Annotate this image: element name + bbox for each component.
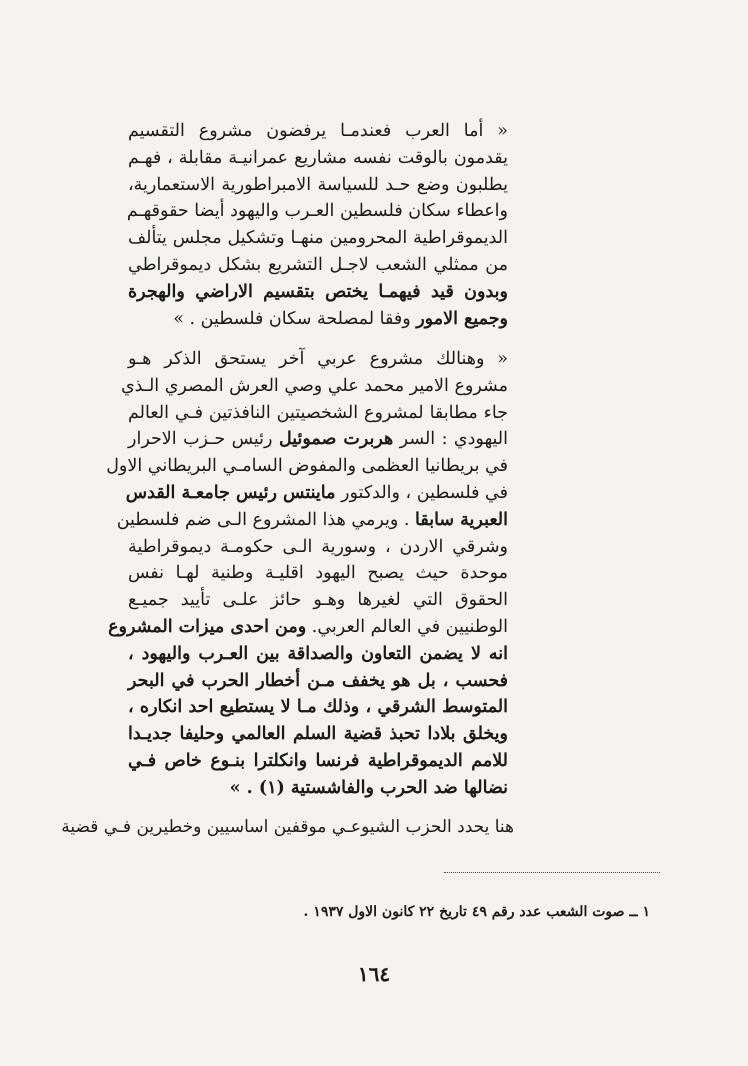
text-line: من ممثلي الشعب لاجـل التشريع بشكل ديموقراطي: [128, 254, 508, 275]
text-line-mixed: [108, 614, 508, 641]
closing-line: هنا يحدد الحزب الشيوعـي موقفين اساسيين وخطيرين فـي قضية: [61, 817, 514, 837]
paragraph-second-proposal: [106, 346, 508, 802]
text-line-bold: وبدون قيد فيهمـا يختص بتقسيم الاراضي والهجرة: [128, 281, 508, 302]
paragraph-arab-proposal: [128, 118, 508, 332]
text-line: جاء مطابقا لمشروع الشخصيتين النافذتين فـي العالم: [128, 402, 508, 423]
bold-name-samuel: هربرت صموئيل: [278, 429, 394, 450]
text-line: واعطاء سكان فلسطين العـرب واليهود أيضا حقوقهـم: [126, 201, 508, 222]
text-line-bold: نضالها ضد الحرب والفاشستية (١) . »: [229, 777, 508, 798]
text-line-bold: ويخلق بلادا تحبذ قضية السلم العالمي وحليفا جديـدا: [128, 724, 508, 745]
text-line: موحدة حيث يصبح اليهود اقليـة وطنية لهـا نفس: [128, 563, 508, 584]
bold-phrase: وجميع الامور: [416, 308, 508, 329]
footnote: ١ ــ صوت الشعب عدد رقم ٤٩ تاريخ ٢٢ كانون الاول ١٩٣٧ .: [303, 904, 650, 920]
text-line-bold: للامم الديموقراطية فرنسا وانكلترا بنـوع خاص فـي: [128, 750, 508, 771]
regular-phrase: وفقا لمصلحة سكان فلسطين . »: [173, 308, 417, 329]
page-number: ١٦٤: [357, 962, 391, 986]
text-line: وشرقي الاردن ، وسورية الـى حكومـة ديموقراطية: [128, 536, 508, 557]
regular-phrase: الوطنيين في العالم العربي.: [306, 616, 508, 637]
text-line-bold: فحسب ، بل هو يخفف مـن أخطار الحرب في البحر: [128, 670, 508, 691]
regular-phrase: في فلسطين ، والدكتور: [335, 482, 508, 503]
regular-phrase: رئيس حـزب الاحرار: [128, 429, 279, 450]
regular-phrase: اليهودي : السر: [393, 429, 508, 450]
text-line: الحقوق التي لغيرها وهـو حائز علـى تأييد جميـع: [128, 590, 508, 611]
text-line-bold: المتوسط الشرقي ، وذلك مـا لا يستطيع احد انكاره ،: [128, 697, 508, 718]
regular-phrase: . ويرمي هذا المشروع الـى ضم فلسطين: [116, 509, 416, 530]
text-line-mixed: [125, 480, 508, 507]
text-line: مشروع الامير محمد علي وصي العرش المصري الـذي: [120, 375, 508, 396]
text-line-bold: انه لا يضمن التعاون والصداقة بين العـرب واليهود ،: [128, 643, 508, 664]
text-line-mixed: [128, 426, 508, 453]
bold-phrase: ومن احدى ميزات المشروع: [108, 616, 307, 637]
text-line: الديموقراطية المحرومين منهـا وتشكيل مجلس يتألف: [128, 228, 508, 249]
text-line: يقدمون بالوقت نفسه مشاريع عمرانيـة مقابلة ، فهـم: [128, 147, 508, 168]
bold-name-magnes: ماينتس رئيس جامعـة القدس: [125, 482, 336, 503]
bold-phrase: العبرية سابقا: [415, 509, 508, 530]
text-line: « وهنالك مشروع عربي آخر يستحق الذكر هـو: [128, 349, 508, 369]
text-line: يطلبون وضع حـد للسياسة الامبراطورية الاستعمارية،: [128, 174, 508, 195]
text-line: في بريطانيا العظمى والمفوض السامـي البريطاني الاول: [106, 456, 508, 477]
footnote-divider: [444, 872, 660, 873]
text-line: « أما العرب فعندمـا يرفضون مشروع التقسيم: [128, 121, 508, 141]
text-line-mixed: [128, 306, 508, 333]
text-line-mixed: [116, 507, 508, 534]
